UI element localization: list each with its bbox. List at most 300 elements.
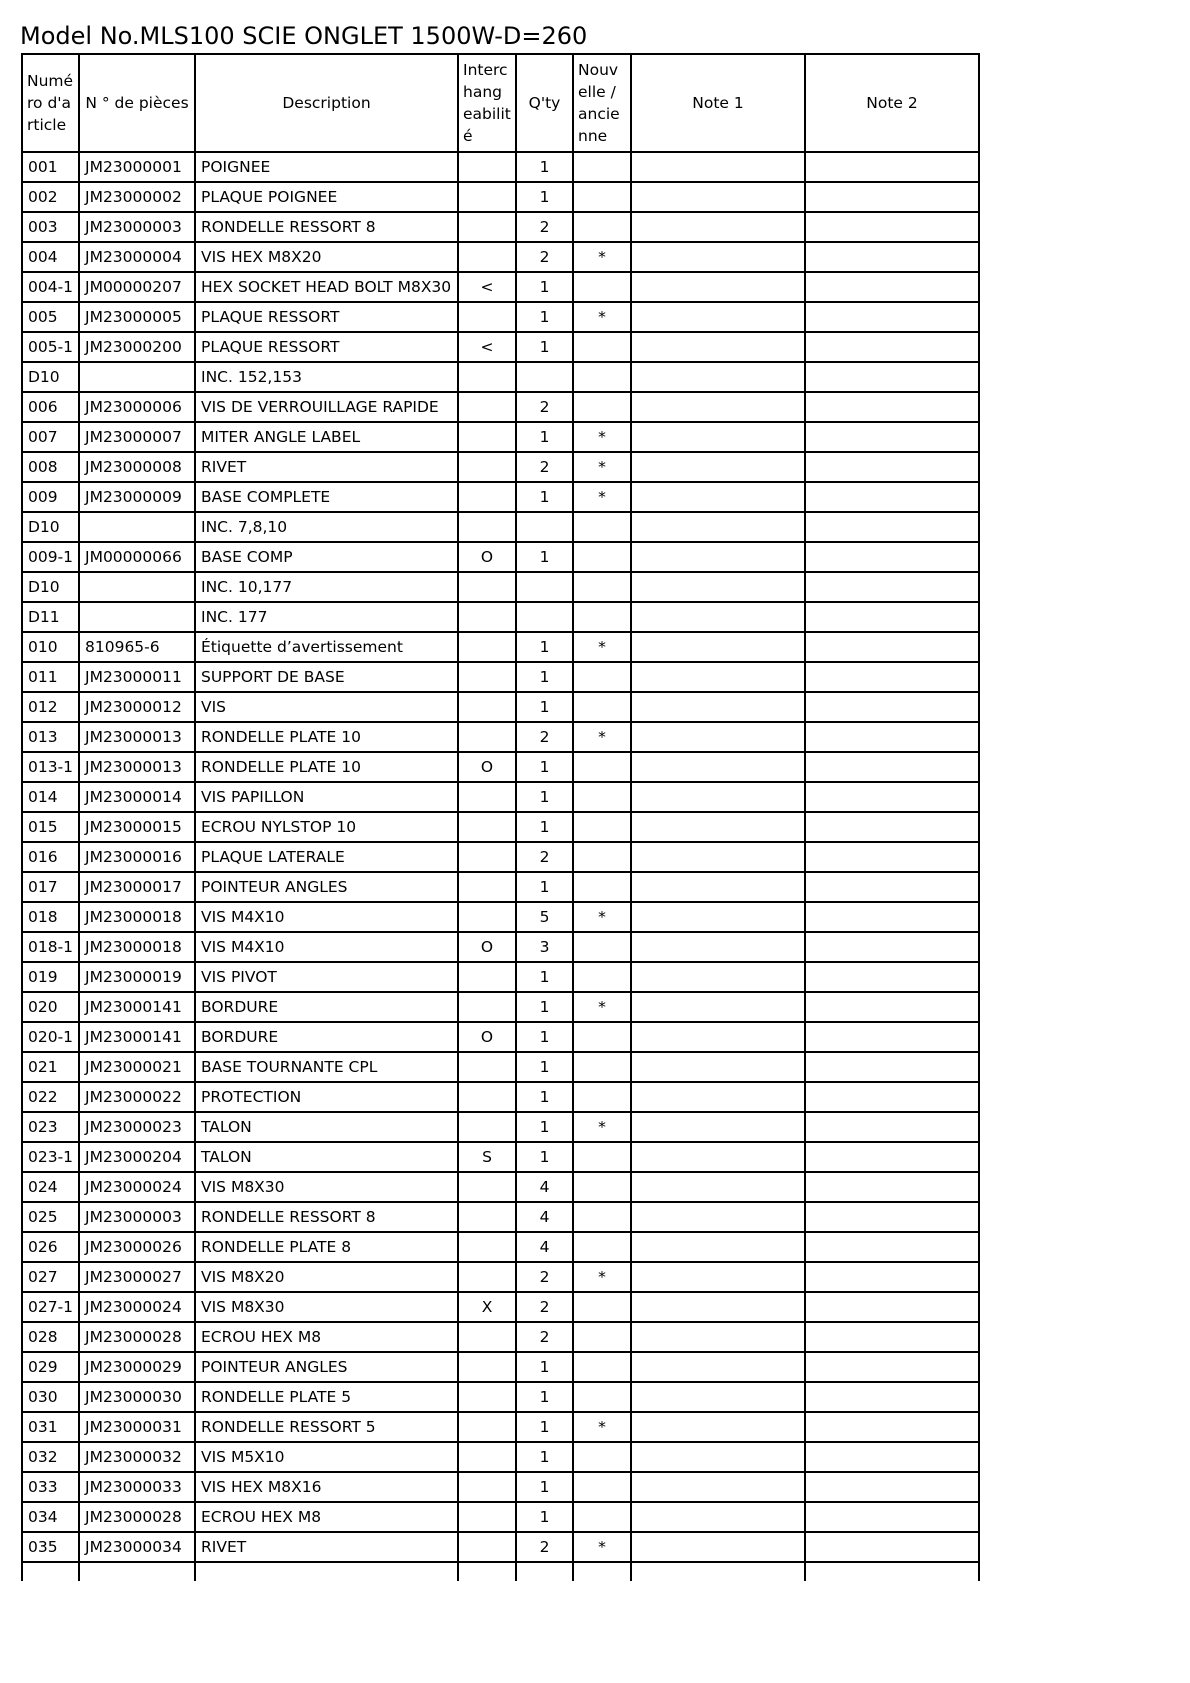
note-2-cell [805,212,979,242]
note-2-cell [805,1232,979,1262]
new-old-cell: * [573,632,631,662]
description-cell: ECROU NYLSTOP 10 [195,812,458,842]
new-old-cell [573,1382,631,1412]
interchangeability-cell [458,182,516,212]
new-old-cell [573,752,631,782]
description-cell: POINTEUR ANGLES [195,872,458,902]
note-1-cell [631,782,805,812]
note-2-cell [805,182,979,212]
part-number-cell: JM23000002 [79,182,195,212]
part-number-cell: 810965-6 [79,632,195,662]
quantity-cell: 2 [516,722,573,752]
description-cell: ECROU HEX M8 [195,1322,458,1352]
part-number-cell: JM23000014 [79,782,195,812]
article-number-cell: D10 [22,512,79,542]
description-cell: VIS HEX M8X20 [195,242,458,272]
interchangeability-cell [458,512,516,542]
description-cell: TALON [195,1142,458,1172]
description-cell: INC. 7,8,10 [195,512,458,542]
part-number-cell: JM23000021 [79,1052,195,1082]
quantity-cell: 2 [516,1532,573,1562]
part-number-cell: JM23000028 [79,1322,195,1352]
article-number-cell: 030 [22,1382,79,1412]
new-old-cell [573,692,631,722]
empty-cell [458,1562,516,1581]
new-old-cell [573,572,631,602]
quantity-cell: 2 [516,452,573,482]
new-old-cell [573,1022,631,1052]
description-cell: VIS M8X20 [195,1262,458,1292]
quantity-cell: 4 [516,1232,573,1262]
part-number-cell: JM23000001 [79,152,195,182]
table-row [22,1382,979,1412]
description-cell: RONDELLE PLATE 5 [195,1382,458,1412]
table-row [22,392,979,422]
new-old-cell [573,782,631,812]
quantity-cell: 5 [516,902,573,932]
quantity-cell: 1 [516,302,573,332]
table-row [22,542,979,572]
note-2-cell [805,1052,979,1082]
article-number-cell: 004-1 [22,272,79,302]
interchangeability-cell [458,1352,516,1382]
note-1-cell [631,452,805,482]
table-row [22,152,979,182]
new-old-cell [573,962,631,992]
description-cell: PLAQUE LATERALE [195,842,458,872]
new-old-cell [573,872,631,902]
table-row [22,962,979,992]
part-number-cell: JM23000003 [79,212,195,242]
note-2-cell [805,152,979,182]
new-old-cell: * [573,302,631,332]
quantity-cell: 1 [516,152,573,182]
quantity-cell: 1 [516,962,573,992]
note-1-cell [631,1262,805,1292]
quantity-cell: 1 [516,542,573,572]
note-2-cell [805,1412,979,1442]
part-number-cell: JM23000032 [79,1442,195,1472]
part-number-cell: JM23000024 [79,1292,195,1322]
table-row [22,512,979,542]
part-number-cell: JM23000015 [79,812,195,842]
note-2-cell [805,482,979,512]
article-number-cell: 002 [22,182,79,212]
note-2-cell [805,1202,979,1232]
new-old-cell [573,842,631,872]
note-2-cell [805,752,979,782]
description-cell: RONDELLE RESSORT 5 [195,1412,458,1442]
note-1-cell [631,932,805,962]
interchangeability-cell [458,782,516,812]
col-header-new-old: Nouvelle / ancienne [573,54,631,152]
table-row [22,782,979,812]
note-1-cell [631,1382,805,1412]
description-cell: VIS M8X30 [195,1172,458,1202]
empty-cell [195,1562,458,1581]
table-row [22,1412,979,1442]
quantity-cell: 1 [516,1142,573,1172]
table-row [22,992,979,1022]
table-row [22,602,979,632]
description-cell: VIS PIVOT [195,962,458,992]
part-number-cell: JM23000016 [79,842,195,872]
note-2-cell [805,242,979,272]
table-row [22,1112,979,1142]
article-number-cell: 018-1 [22,932,79,962]
table-row [22,1322,979,1352]
interchangeability-cell [458,632,516,662]
note-1-cell [631,1442,805,1472]
quantity-cell: 1 [516,1022,573,1052]
article-number-cell: 003 [22,212,79,242]
table-row [22,1442,979,1472]
note-2-cell [805,1442,979,1472]
quantity-cell: 1 [516,1502,573,1532]
empty-cell [805,1562,979,1581]
quantity-cell [516,602,573,632]
empty-cell [573,1562,631,1581]
note-1-cell [631,872,805,902]
table-row [22,812,979,842]
interchangeability-cell [458,992,516,1022]
note-1-cell [631,1112,805,1142]
article-number-cell: 012 [22,692,79,722]
note-1-cell [631,332,805,362]
new-old-cell: * [573,722,631,752]
note-1-cell [631,362,805,392]
article-number-cell: 006 [22,392,79,422]
table-row [22,1472,979,1502]
description-cell: BORDURE [195,1022,458,1052]
interchangeability-cell [458,872,516,902]
new-old-cell [573,1142,631,1172]
part-number-cell: JM23000200 [79,332,195,362]
quantity-cell: 1 [516,782,573,812]
page-title: Model No.MLS100 SCIE ONGLET 1500W-D=260 [20,22,588,50]
new-old-cell: * [573,1532,631,1562]
article-number-cell: 032 [22,1442,79,1472]
part-number-cell [79,362,195,392]
table-row [22,1532,979,1562]
note-1-cell [631,692,805,722]
quantity-cell: 1 [516,1112,573,1142]
note-2-cell [805,1112,979,1142]
new-old-cell [573,1442,631,1472]
part-number-cell [79,602,195,632]
empty-cell [79,1562,195,1581]
interchangeability-cell: < [458,272,516,302]
note-2-cell [805,542,979,572]
note-2-cell [805,602,979,632]
note-2-cell [805,842,979,872]
interchangeability-cell [458,1532,516,1562]
article-number-cell: 011 [22,662,79,692]
quantity-cell: 2 [516,392,573,422]
description-cell: ECROU HEX M8 [195,1502,458,1532]
table-row [22,902,979,932]
description-cell: POINTEUR ANGLES [195,1352,458,1382]
new-old-cell [573,1232,631,1262]
quantity-cell [516,572,573,602]
article-number-cell: 024 [22,1172,79,1202]
table-row [22,1262,979,1292]
quantity-cell: 2 [516,1322,573,1352]
article-number-cell: 015 [22,812,79,842]
table-row [22,302,979,332]
description-cell: VIS M4X10 [195,902,458,932]
part-number-cell: JM23000017 [79,872,195,902]
part-number-cell: JM23000030 [79,1382,195,1412]
description-cell: RONDELLE PLATE 10 [195,752,458,782]
note-1-cell [631,902,805,932]
note-2-cell [805,422,979,452]
note-1-cell [631,1472,805,1502]
description-cell: PROTECTION [195,1082,458,1112]
note-2-cell [805,362,979,392]
note-1-cell [631,422,805,452]
table-row [22,692,979,722]
article-number-cell: 013 [22,722,79,752]
new-old-cell [573,212,631,242]
table-row [22,1052,979,1082]
note-2-cell [805,722,979,752]
note-2-cell [805,1502,979,1532]
part-number-cell: JM23000006 [79,392,195,422]
note-1-cell [631,602,805,632]
part-number-cell: JM23000013 [79,752,195,782]
article-number-cell: D11 [22,602,79,632]
new-old-cell [573,392,631,422]
note-1-cell [631,512,805,542]
article-number-cell: 005 [22,302,79,332]
description-cell: VIS DE VERROUILLAGE RAPIDE [195,392,458,422]
interchangeability-cell: O [458,542,516,572]
part-number-cell: JM23000005 [79,302,195,332]
empty-cell [22,1562,79,1581]
table-row [22,422,979,452]
note-2-cell [805,392,979,422]
col-header-quantity: Q'ty [516,54,573,152]
quantity-cell: 1 [516,1352,573,1382]
interchangeability-cell [458,1382,516,1412]
description-cell: INC. 177 [195,602,458,632]
note-2-cell [805,782,979,812]
note-1-cell [631,632,805,662]
new-old-cell [573,332,631,362]
interchangeability-cell [458,692,516,722]
note-1-cell [631,392,805,422]
part-number-cell: JM23000009 [79,482,195,512]
note-2-cell [805,1322,979,1352]
new-old-cell [573,152,631,182]
note-1-cell [631,482,805,512]
note-1-cell [631,1172,805,1202]
quantity-cell: 1 [516,1052,573,1082]
note-1-cell [631,302,805,332]
description-cell: INC. 10,177 [195,572,458,602]
table-row [22,362,979,392]
note-2-cell [805,1382,979,1412]
note-2-cell [805,1532,979,1562]
note-1-cell [631,1322,805,1352]
note-1-cell [631,572,805,602]
interchangeability-cell [458,422,516,452]
part-number-cell: JM23000026 [79,1232,195,1262]
article-number-cell: 027 [22,1262,79,1292]
new-old-cell [573,362,631,392]
note-2-cell [805,572,979,602]
table-row [22,242,979,272]
empty-cell [631,1562,805,1581]
note-1-cell [631,272,805,302]
interchangeability-cell [458,1442,516,1472]
part-number-cell: JM23000004 [79,242,195,272]
table-row [22,872,979,902]
article-number-cell: 023 [22,1112,79,1142]
part-number-cell: JM23000007 [79,422,195,452]
quantity-cell: 4 [516,1202,573,1232]
interchangeability-cell [458,212,516,242]
description-cell: BASE TOURNANTE CPL [195,1052,458,1082]
quantity-cell: 1 [516,992,573,1022]
description-cell: PLAQUE RESSORT [195,302,458,332]
quantity-cell: 1 [516,692,573,722]
note-2-cell [805,932,979,962]
quantity-cell: 1 [516,182,573,212]
table-row [22,1232,979,1262]
note-1-cell [631,962,805,992]
article-number-cell: 004 [22,242,79,272]
quantity-cell: 1 [516,1382,573,1412]
note-2-cell [805,992,979,1022]
note-2-cell [805,1292,979,1322]
interchangeability-cell [458,1202,516,1232]
new-old-cell: * [573,482,631,512]
part-number-cell: JM23000018 [79,902,195,932]
interchangeability-cell [458,722,516,752]
note-2-cell [805,302,979,332]
description-cell: VIS M8X30 [195,1292,458,1322]
new-old-cell [573,512,631,542]
table-header-row [22,54,979,152]
part-number-cell [79,572,195,602]
description-cell: POIGNEE [195,152,458,182]
quantity-cell: 1 [516,872,573,902]
quantity-cell: 2 [516,1262,573,1292]
article-number-cell: 017 [22,872,79,902]
article-number-cell: 010 [22,632,79,662]
part-number-cell: JM23000008 [79,452,195,482]
interchangeability-cell [458,602,516,632]
description-cell: Étiquette d’avertissement [195,632,458,662]
table-row [22,722,979,752]
new-old-cell [573,1202,631,1232]
interchangeability-cell: S [458,1142,516,1172]
quantity-cell [516,512,573,542]
description-cell: PLAQUE POIGNEE [195,182,458,212]
interchangeability-cell [458,152,516,182]
quantity-cell: 1 [516,1082,573,1112]
col-header-description: Description [195,54,458,152]
table-row [22,572,979,602]
note-1-cell [631,242,805,272]
interchangeability-cell [458,1412,516,1442]
new-old-cell: * [573,1112,631,1142]
description-cell: VIS PAPILLON [195,782,458,812]
new-old-cell [573,1172,631,1202]
table-row [22,212,979,242]
new-old-cell: * [573,242,631,272]
quantity-cell: 2 [516,842,573,872]
quantity-cell: 3 [516,932,573,962]
note-1-cell [631,662,805,692]
new-old-cell: * [573,1262,631,1292]
article-number-cell: 034 [22,1502,79,1532]
note-1-cell [631,1292,805,1322]
table-row [22,452,979,482]
interchangeability-cell [458,1232,516,1262]
note-1-cell [631,1202,805,1232]
new-old-cell [573,1472,631,1502]
quantity-cell: 1 [516,332,573,362]
article-number-cell: 019 [22,962,79,992]
table-row [22,1352,979,1382]
note-1-cell [631,1412,805,1442]
description-cell: RONDELLE PLATE 8 [195,1232,458,1262]
article-number-cell: 014 [22,782,79,812]
interchangeability-cell [458,302,516,332]
note-2-cell [805,512,979,542]
table-row [22,1082,979,1112]
note-1-cell [631,752,805,782]
article-number-cell: 020 [22,992,79,1022]
article-number-cell: 001 [22,152,79,182]
new-old-cell [573,1352,631,1382]
table-row [22,272,979,302]
note-2-cell [805,1172,979,1202]
note-2-cell [805,902,979,932]
article-number-cell: 008 [22,452,79,482]
part-number-cell: JM23000028 [79,1502,195,1532]
description-cell: VIS M5X10 [195,1442,458,1472]
description-cell: VIS M4X10 [195,932,458,962]
table-row [22,1292,979,1322]
part-number-cell: JM23000141 [79,992,195,1022]
article-number-cell: 023-1 [22,1142,79,1172]
article-number-cell: 033 [22,1472,79,1502]
new-old-cell [573,932,631,962]
quantity-cell: 1 [516,1472,573,1502]
note-2-cell [805,1022,979,1052]
note-2-cell [805,1352,979,1382]
article-number-cell: 009-1 [22,542,79,572]
interchangeability-cell: O [458,1022,516,1052]
new-old-cell [573,812,631,842]
note-2-cell [805,812,979,842]
table-row [22,632,979,662]
quantity-cell: 1 [516,482,573,512]
interchangeability-cell [458,1502,516,1532]
interchangeability-cell: O [458,932,516,962]
quantity-cell: 1 [516,662,573,692]
article-number-cell: 009 [22,482,79,512]
interchangeability-cell: < [458,332,516,362]
description-cell: SUPPORT DE BASE [195,662,458,692]
parts-table-body [22,152,979,1581]
quantity-cell: 2 [516,242,573,272]
part-number-cell: JM00000207 [79,272,195,302]
